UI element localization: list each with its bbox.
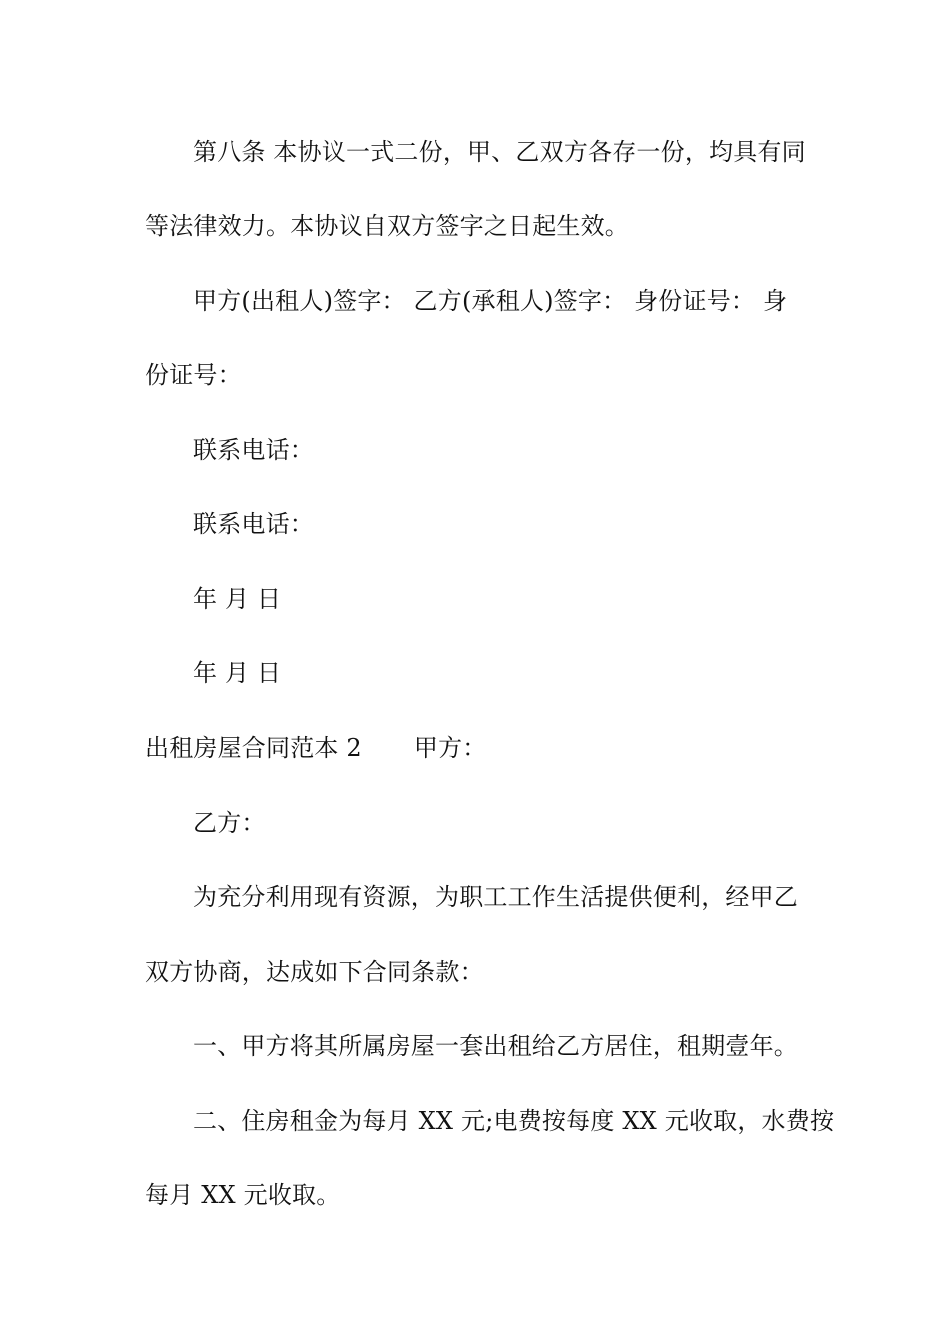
paragraph-line: 等法律效力。本协议自双方签字之日起生效。 [145, 212, 629, 240]
party-b-label: 乙方： [193, 809, 266, 837]
paragraph-line: 双方协商，达成如下合同条款： [145, 958, 484, 986]
phone-line: 联系电话： [193, 436, 314, 464]
clause-line: 一、甲方将其所属房屋一套出租给乙方居住，租期壹年。 [193, 1032, 798, 1060]
paragraph-line: 第八条 本协议一式二份，甲、乙双方各存一份，均具有同 [193, 138, 806, 166]
paragraph-line: 为充分利用现有资源，为职工工作生活提供便利，经甲乙 [193, 883, 798, 911]
date-line: 年 月 日 [193, 585, 282, 613]
date-line: 年 月 日 [193, 659, 282, 687]
signature-line: 份证号： [145, 361, 242, 389]
contract-title: 出租房屋合同范本 2 [145, 734, 362, 762]
phone-line: 联系电话： [193, 510, 314, 538]
clause-line: 二、住房租金为每月 XX 元;电费按每度 XX 元收取，水费按 [193, 1107, 835, 1135]
party-a-label: 甲方： [413, 734, 487, 762]
section-heading [145, 733, 815, 763]
clause-line: 每月 XX 元收取。 [145, 1181, 341, 1209]
signature-line: 甲方(出租人)签字： 乙方(承租人)签字： 身份证号： 身 [193, 287, 788, 315]
